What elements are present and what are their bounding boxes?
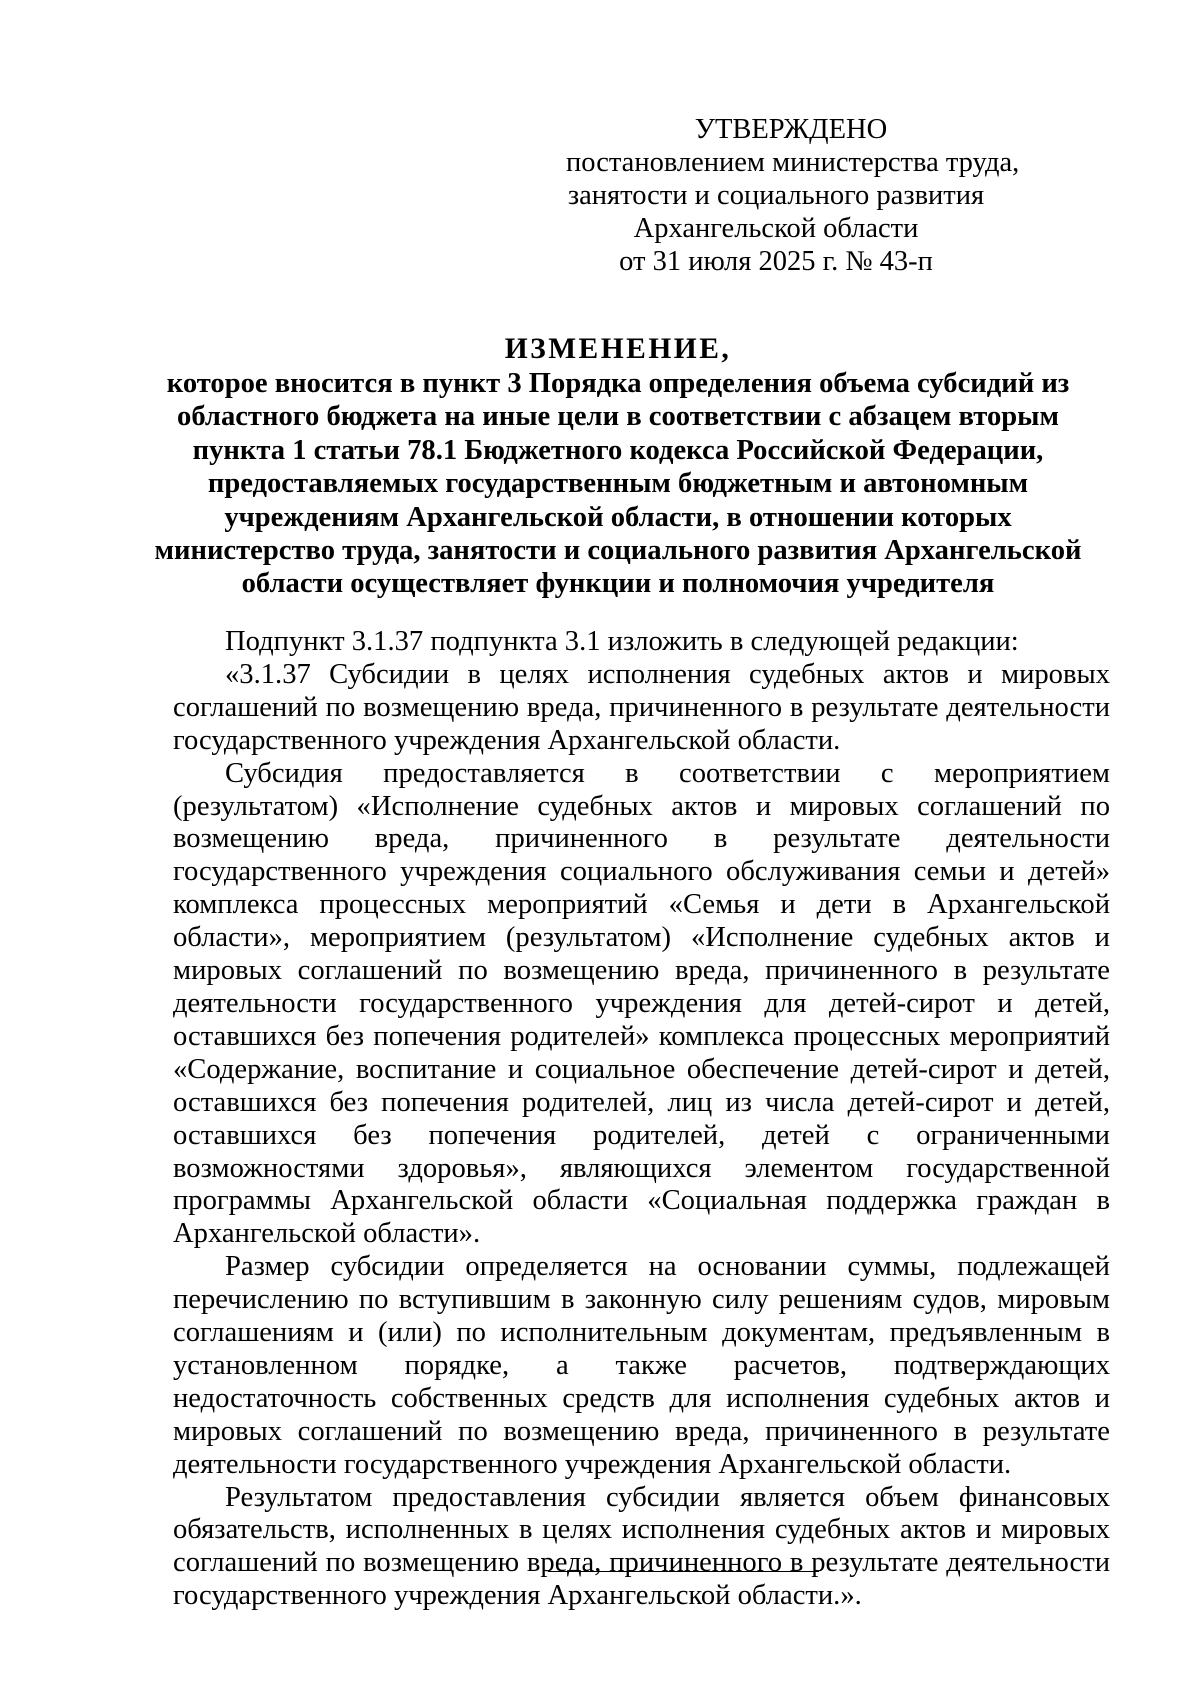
body-paragraph-subsidy-heading: «3.1.37 Субсидии в целях исполнения судебных актов и мировых соглашений по возмещению вреда, причиненного в результате деятельности государственного учреждения Архангельской области. [173,658,1110,756]
document-subtitle-line: учреждениям Архангельской области, в отношении которых [224,501,1012,533]
approval-line-ministry: занятости и социального развития [567,180,985,211]
body-paragraph-subsidy-amount: Размер субсидии определяется на основании суммы, подлежащей перечислению по вступившим в законную силу решениям судов, мировым соглашениям и (или) по исполнительным документам, предъявленным в установленном порядке, а также расчетов, подтверждающих недостаточность собственных средств для исполнения судебных актов и мировых соглашений по возмещению вреда, причиненного в результате деятельности государственного учреждения Архангельской области. [173,1251,1110,1480]
approval-line-region: Архангельской области [633,213,919,244]
document-subtitle-line: пункта 1 статьи 78.1 Бюджетного кодекса Российской Федерации, [192,434,1044,466]
document-subtitle-line: области осуществляет функции и полномочия учредителя [241,568,995,600]
closing-divider-line [548,1571,819,1572]
document-body [173,626,1110,1613]
approval-status: УТВЕРЖДЕНО [694,114,888,145]
document-subtitle-line: министерство труда, занятости и социального развития Архангельской [154,535,1082,567]
document-subtitle-line: которое вносится в пункт 3 Порядка определения объема субсидий из [166,368,1070,399]
body-paragraph-subsidy-provision: Субсидия предоставляется в соответствии с мероприятием (результатом) «Исполнение судебных актов и мировых соглашений по возмещению вреда, причиненного в результате деятельности государственного учреждения социального обслуживания семьи и детей» комплекса процессных мероприятий «Семья и дети в Архангельской области», мероприятием (результатом) «Исполнение судебных актов и мировых соглашений по возмещению вреда, причиненного в результате деятельности государственного учреждения для детей-сирот и детей, оставшихся без попечения родителей» комплекса процессных мероприятий «Содержание, воспитание и социальное обеспечение детей-сирот и детей, оставшихся без попечения родителей, лиц из числа детей-сирот и детей, оставшихся без попечения родителей, детей с ограниченными возможностями здоровья», являющихся элементом государственной программы Архангельской области «Социальная поддержка граждан в Архангельской области». [173,757,1110,1250]
document-title: ИЗМЕНЕНИЕ, [504,333,732,365]
approval-stamp [566,113,1020,278]
document-title-block [140,333,1096,601]
body-paragraph-intro: Подпункт 3.1.37 подпункта 3.1 изложить в следующей редакции: [225,626,1019,657]
approval-line-date-number: от 31 июля 2025 г. № 43-п [619,246,933,277]
document-subtitle-line: предоставляемых государственным бюджетным и автономным [207,468,1029,500]
approval-line-resolution: постановлением министерства труда, [566,147,1020,178]
body-paragraph-subsidy-result: Результатом предоставления субсидии является объем финансовых обязательств, исполненных в целях исполнения судебных актов и мировых соглашений по возмещению вреда, причиненного в результате деятельности государственного учреждения Архангельской области.». [173,1481,1110,1612]
document-subtitle-line: областного бюджета на иные цели в соответствии с абзацем вторым [177,401,1059,433]
